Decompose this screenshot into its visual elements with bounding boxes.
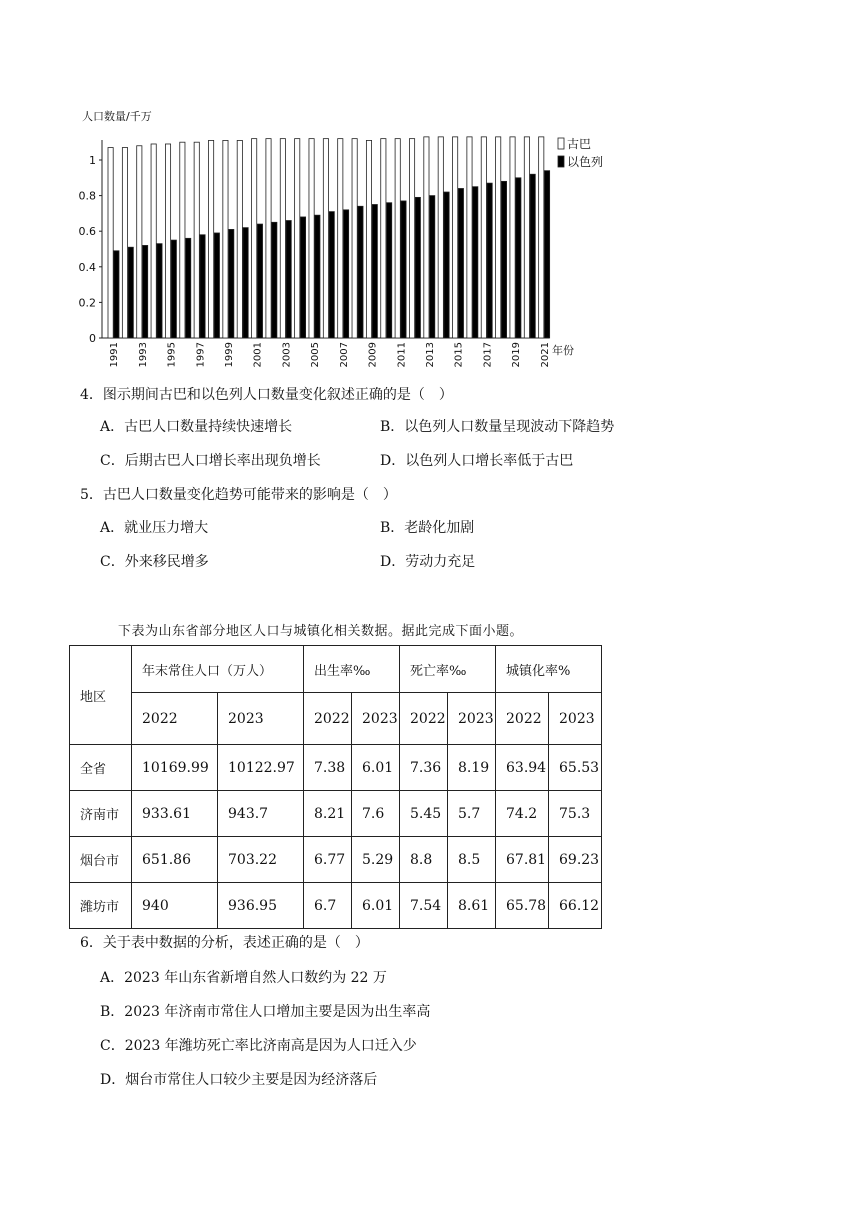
data-cell: 940: [132, 883, 218, 929]
bar-cuba: [381, 139, 386, 338]
bar-cuba: [323, 139, 328, 338]
x-tick-label: 2005: [310, 342, 322, 368]
question-5-stem: 5．古巴人口数量变化趋势可能带来的影响是（ ）: [80, 487, 397, 503]
region-header: 地区: [70, 646, 132, 745]
data-cell: 67.81: [496, 837, 549, 883]
table-row: [70, 791, 602, 837]
table-row: [70, 883, 602, 929]
data-cell: 933.61: [132, 791, 218, 837]
bar-israel: [487, 183, 492, 338]
data-cell: 6.77: [304, 837, 352, 883]
bar-israel: [501, 181, 506, 338]
data-cell: 8.19: [448, 745, 496, 791]
bar-cuba: [223, 140, 228, 338]
bar-israel: [530, 174, 535, 338]
data-cell: 8.8: [400, 837, 448, 883]
bar-israel: [516, 178, 521, 338]
bar-cuba: [366, 140, 371, 338]
bar-israel: [114, 251, 119, 338]
bar-cuba: [481, 137, 486, 338]
shandong-data-table: [69, 645, 602, 929]
bar-cuba: [208, 140, 213, 338]
data-cell: 936.95: [218, 883, 304, 929]
year-header: 2022: [496, 693, 549, 745]
data-cell: 651.86: [132, 837, 218, 883]
year-header: 2023: [218, 693, 304, 745]
region-cell: 全省: [70, 745, 132, 791]
question-4-option-d[interactable]: D．以色列人口增长率低于古巴: [380, 453, 574, 469]
x-tick-label: 2019: [511, 342, 523, 368]
x-tick-label: 1997: [195, 342, 207, 368]
bar-israel: [300, 217, 305, 338]
bar-cuba: [409, 139, 414, 338]
data-cell: 66.12: [549, 883, 602, 929]
population-chart: [72, 100, 632, 370]
year-header: 2023: [549, 693, 602, 745]
question-4-option-a[interactable]: A．古巴人口数量持续快速增长: [100, 419, 293, 435]
bar-israel: [200, 235, 205, 338]
bar-israel: [171, 240, 176, 338]
bar-cuba: [524, 137, 529, 338]
bar-israel: [315, 215, 320, 338]
bar-israel: [415, 197, 420, 338]
x-tick-label: 1999: [224, 342, 236, 368]
legend-label: 以色列: [567, 155, 604, 169]
year-header: 2023: [352, 693, 400, 745]
y-tick-label: 0.6: [78, 225, 96, 239]
data-cell: 5.7: [448, 791, 496, 837]
legend-swatch: [558, 138, 564, 149]
y-tick-label: 0.2: [78, 296, 96, 310]
x-tick-label: 2013: [425, 342, 437, 368]
y-tick-label: 0.8: [78, 189, 96, 203]
bar-cuba: [438, 137, 443, 338]
bar-cuba: [453, 137, 458, 338]
bar-cuba: [266, 139, 271, 338]
bar-cuba: [309, 139, 314, 338]
data-cell: 65.78: [496, 883, 549, 929]
bar-israel: [458, 188, 463, 338]
year-header: 2022: [132, 693, 218, 745]
legend-label: 古巴: [567, 137, 592, 151]
data-cell: 5.29: [352, 837, 400, 883]
bar-israel: [329, 212, 334, 338]
y-axis-label: 人口数量/千万: [82, 110, 152, 123]
x-tick-label: 1991: [109, 342, 121, 368]
x-tick-label: 2001: [252, 342, 264, 368]
data-cell: 5.45: [400, 791, 448, 837]
bar-israel: [157, 244, 162, 338]
bar-israel: [257, 224, 262, 338]
bar-cuba: [539, 137, 544, 338]
x-tick-label: 2007: [338, 342, 350, 368]
data-cell: 8.21: [304, 791, 352, 837]
bar-cuba: [108, 148, 113, 338]
data-cell: 75.3: [549, 791, 602, 837]
bar-cuba: [151, 144, 156, 338]
bar-cuba: [194, 142, 199, 338]
question-5-option-b[interactable]: B．老龄化加剧: [380, 520, 475, 536]
data-cell: 6.01: [352, 745, 400, 791]
question-5-option-c[interactable]: C．外来移民增多: [100, 554, 209, 570]
bar-cuba: [424, 137, 429, 338]
bar-israel: [229, 229, 234, 338]
data-cell: 7.38: [304, 745, 352, 791]
table-row: [70, 745, 602, 791]
question-4-option-b[interactable]: B．以色列人口数量呈现波动下降趋势: [380, 419, 615, 435]
question-6-option-b[interactable]: B．2023 年济南市常住人口增加主要是因为出生率高: [100, 1004, 431, 1020]
bar-israel: [128, 247, 133, 338]
bar-israel: [444, 192, 449, 338]
data-cell: 10122.97: [218, 745, 304, 791]
bar-cuba: [280, 139, 285, 338]
data-cell: 8.61: [448, 883, 496, 929]
question-6-option-c[interactable]: C．2023 年潍坊死亡率比济南高是因为人口迁入少: [100, 1038, 417, 1054]
y-tick-label: 0.4: [78, 260, 96, 274]
data-cell: 6.01: [352, 883, 400, 929]
x-tick-label: 2009: [367, 342, 379, 368]
year-header: 2022: [304, 693, 352, 745]
question-6-option-d[interactable]: D．烟台市常住人口较少主要是因为经济落后: [100, 1072, 378, 1088]
question-6-option-a[interactable]: A．2023 年山东省新增自然人口数约为 22 万: [100, 970, 387, 986]
data-cell: 6.7: [304, 883, 352, 929]
x-tick-label: 1995: [166, 342, 178, 368]
bar-cuba: [180, 142, 185, 338]
bar-israel: [473, 187, 478, 338]
x-tick-label: 2015: [453, 342, 465, 368]
group-header-population: 年末常住人口（万人）: [132, 646, 304, 693]
question-4-option-c[interactable]: C．后期古巴人口增长率出现负增长: [100, 453, 321, 469]
data-cell: 74.2: [496, 791, 549, 837]
bar-cuba: [395, 139, 400, 338]
region-cell: 济南市: [70, 791, 132, 837]
group-header-urbanization: 城镇化率%: [496, 646, 602, 693]
data-cell: 7.54: [400, 883, 448, 929]
bar-israel: [243, 228, 248, 338]
bar-israel: [372, 205, 377, 339]
bar-cuba: [165, 144, 170, 338]
legend-swatch: [558, 156, 564, 167]
data-cell: 69.23: [549, 837, 602, 883]
y-tick-label: 1: [89, 154, 96, 167]
question-4-stem: 4．图示期间古巴和以色列人口数量变化叙述正确的是（ ）: [80, 387, 453, 403]
question-6-stem: 6．关于表中数据的分析，表述正确的是（ ）: [80, 935, 369, 951]
region-cell: 潍坊市: [70, 883, 132, 929]
bar-israel: [286, 221, 291, 338]
group-header-death-rate: 死亡率‰: [400, 646, 496, 693]
data-cell: 8.5: [448, 837, 496, 883]
data-cell: 7.6: [352, 791, 400, 837]
bar-cuba: [467, 137, 472, 338]
bar-israel: [544, 171, 549, 338]
year-header: 2022: [400, 693, 448, 745]
bar-israel: [430, 196, 435, 338]
bar-cuba: [252, 139, 257, 338]
bar-israel: [358, 206, 363, 338]
bar-cuba: [237, 140, 242, 338]
bar-cuba: [510, 137, 515, 338]
x-tick-label: 1993: [137, 342, 149, 368]
data-cell: 65.53: [549, 745, 602, 791]
x-tick-label: 2017: [482, 342, 494, 368]
question-5-option-d[interactable]: D．劳动力充足: [380, 554, 476, 570]
year-header: 2023: [448, 693, 496, 745]
bar-cuba: [352, 139, 357, 338]
bar-israel: [401, 201, 406, 338]
data-cell: 943.7: [218, 791, 304, 837]
bar-israel: [186, 238, 191, 338]
bar-israel: [272, 222, 277, 338]
bar-israel: [387, 203, 392, 338]
bar-cuba: [122, 148, 127, 338]
data-cell: 63.94: [496, 745, 549, 791]
group-header-birth-rate: 出生率‰: [304, 646, 400, 693]
x-tick-label: 2021: [539, 342, 551, 368]
data-cell: 703.22: [218, 837, 304, 883]
bar-israel: [143, 245, 148, 338]
bar-israel: [343, 210, 348, 338]
bar-cuba: [496, 137, 501, 338]
bar-israel: [214, 233, 219, 338]
y-tick-label: 0: [89, 332, 96, 345]
x-tick-label: 2003: [281, 342, 293, 368]
data-cell: 7.36: [400, 745, 448, 791]
table-intro: 下表为山东省部分地区人口与城镇化相关数据。据此完成下面小题。: [118, 624, 524, 639]
x-axis-label: 年份: [552, 344, 574, 357]
region-cell: 烟台市: [70, 837, 132, 883]
table-row: [70, 837, 602, 883]
data-cell: 10169.99: [132, 745, 218, 791]
question-5-option-a[interactable]: A．就业压力增大: [100, 520, 209, 536]
population-bar-chart: [72, 100, 632, 370]
bar-cuba: [137, 146, 142, 338]
bar-cuba: [338, 139, 343, 338]
x-tick-label: 2011: [396, 342, 408, 368]
bar-cuba: [295, 139, 300, 338]
